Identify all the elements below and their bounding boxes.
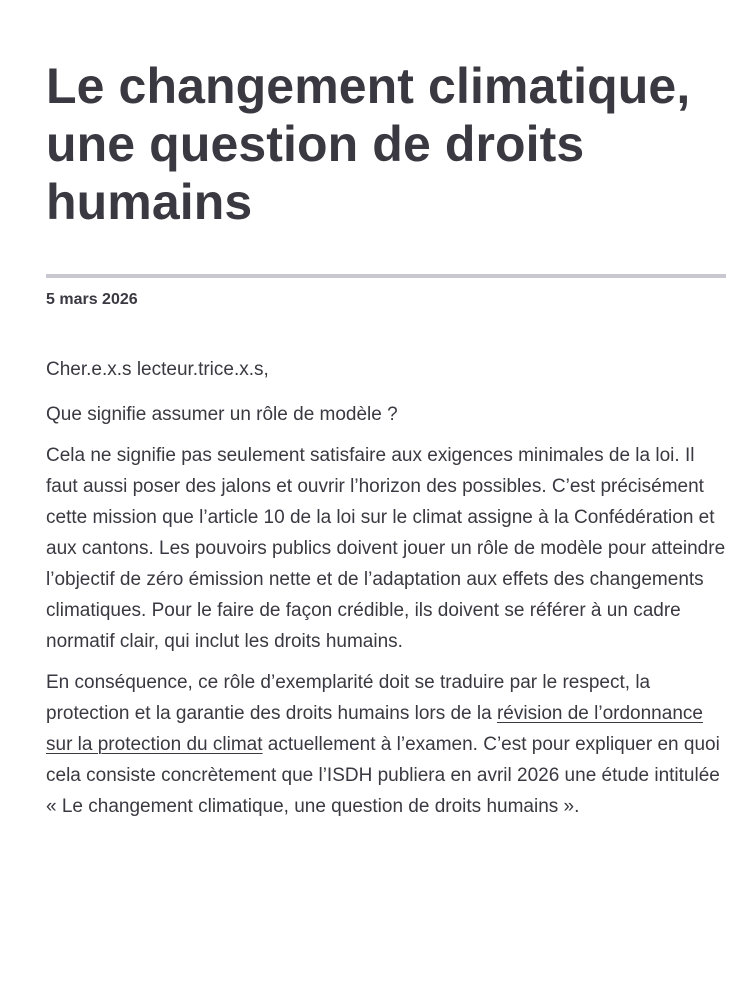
paragraph-1: Cela ne signifie pas seulement satisfaire aux exigences minimales de la loi. Il faut aussi poser des jalons et ouvrir l’horizon des possibles. C’est précisément cette mission que l’article 10 de la loi sur le climat assigne à la Confédération et aux cantons. Les pouvoirs publics doivent jouer un rôle de modèle pour atteindre l’objectif de zéro émission nette et de l’adaptation aux effets des changements climatiques. Pour le faire de façon crédible, ils doivent se référer à un cadre normatif clair, qui inclut les droits humains. [46, 445, 726, 652]
paragraph-2-start: En conséquence, ce rôle d’exemplarité doit se traduire par le respect, la protection et la garantie des droits humains lors de la [46, 672, 651, 724]
greeting: Cher.e.x.s lecteur.trice.x.s, [46, 359, 269, 380]
paragraph-2-end: actuellement à l’examen. C’est pour expliquer en quoi cela consiste concrètement que l’ISDH publiera en avril 2026 une étude intitulée « Le changement climatique, une question de droits humains ». [46, 734, 720, 817]
article [46, 0, 726, 832]
article-body [46, 354, 726, 822]
title-divider [46, 274, 726, 278]
intro-question: Que signifie assumer un rôle de modèle ? [46, 404, 398, 425]
publication-date: 5 mars 2026 [46, 291, 138, 308]
article-title: Le changement climatique, une question de droits humains [46, 58, 691, 230]
paragraph-2 [46, 667, 726, 822]
ordinance-revision-link[interactable]: révision de l’ordonnance sur la protection du climat [46, 703, 703, 755]
